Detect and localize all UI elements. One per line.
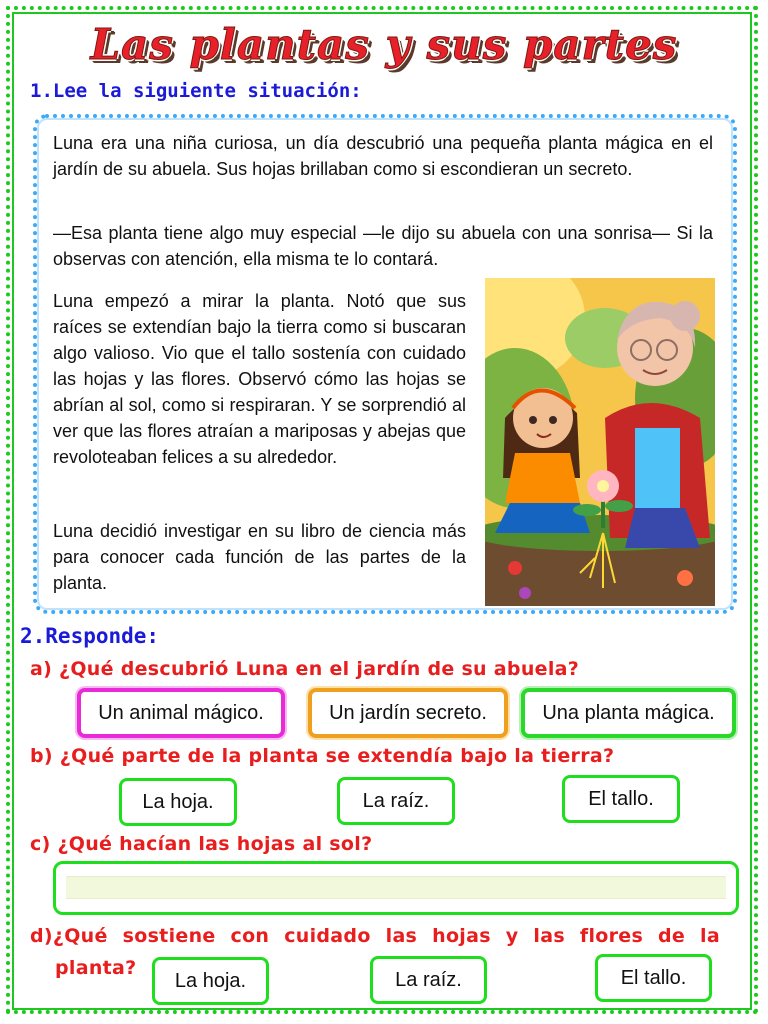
option-b-2[interactable]: La raíz. <box>337 777 455 825</box>
story-paragraph-2: —Esa planta tiene algo muy especial —le dijo su abuela con una sonrisa— Si la observas con atención, ella misma te lo contará. <box>53 223 713 269</box>
option-a-3[interactable]: Una planta mágica. <box>521 688 736 738</box>
story-paragraph-3: Luna empezó a mirar la planta. Notó que sus raíces se extendían bajo la tierra como si buscaran algo valioso. Vio que el tallo sostenía con cuidado las hojas y las flores. Observó cómo las hojas se abrían al sol, como si respiraran. Y se sorprendió al ver que las flores atraían a mariposas y abejas que revoloteaban felices a su alrededor. <box>53 291 466 467</box>
section1-heading: 1.Lee la siguiente situación: <box>30 80 362 102</box>
section2-heading: 2.Responde: <box>20 624 160 648</box>
option-d-2[interactable]: La raíz. <box>370 956 487 1004</box>
option-b-1[interactable]: La hoja. <box>119 778 237 826</box>
question-d-line2: planta? <box>55 957 137 979</box>
option-a-2[interactable]: Un jardín secreto. <box>308 688 508 738</box>
story-paragraph-4: Luna decidió investigar en su libro de ciencia más para conocer cada función de las partes de la planta. <box>53 521 466 593</box>
option-d-3[interactable]: El tallo. <box>595 954 712 1002</box>
answer-field-c[interactable] <box>53 861 739 915</box>
question-b: b) ¿Qué parte de la planta se extendía bajo la tierra? <box>30 745 615 767</box>
answer-writing-band <box>66 876 726 898</box>
option-b-3[interactable]: El tallo. <box>562 775 680 823</box>
title-container <box>0 20 768 69</box>
question-a: a) ¿Qué descubrió Luna en el jardín de su abuela? <box>30 658 580 680</box>
answer-line-bottom <box>66 898 726 899</box>
option-a-1[interactable]: Un animal mágico. <box>77 688 285 738</box>
question-c: c) ¿Qué hacían las hojas al sol? <box>30 833 373 855</box>
page-title: Las plantas y sus partes <box>90 20 678 69</box>
story-illustration <box>485 278 715 606</box>
question-d-line1: d)¿Qué sostiene con cuidado las hojas y las flores de la <box>30 925 720 947</box>
story-paragraph-1: Luna era una niña curiosa, un día descubrió una pequeña planta mágica en el jardín de su abuela. Sus hojas brillaban como si escondieran un secreto. <box>53 133 713 179</box>
answer-line-top <box>66 876 726 877</box>
option-d-1[interactable]: La hoja. <box>152 957 269 1005</box>
